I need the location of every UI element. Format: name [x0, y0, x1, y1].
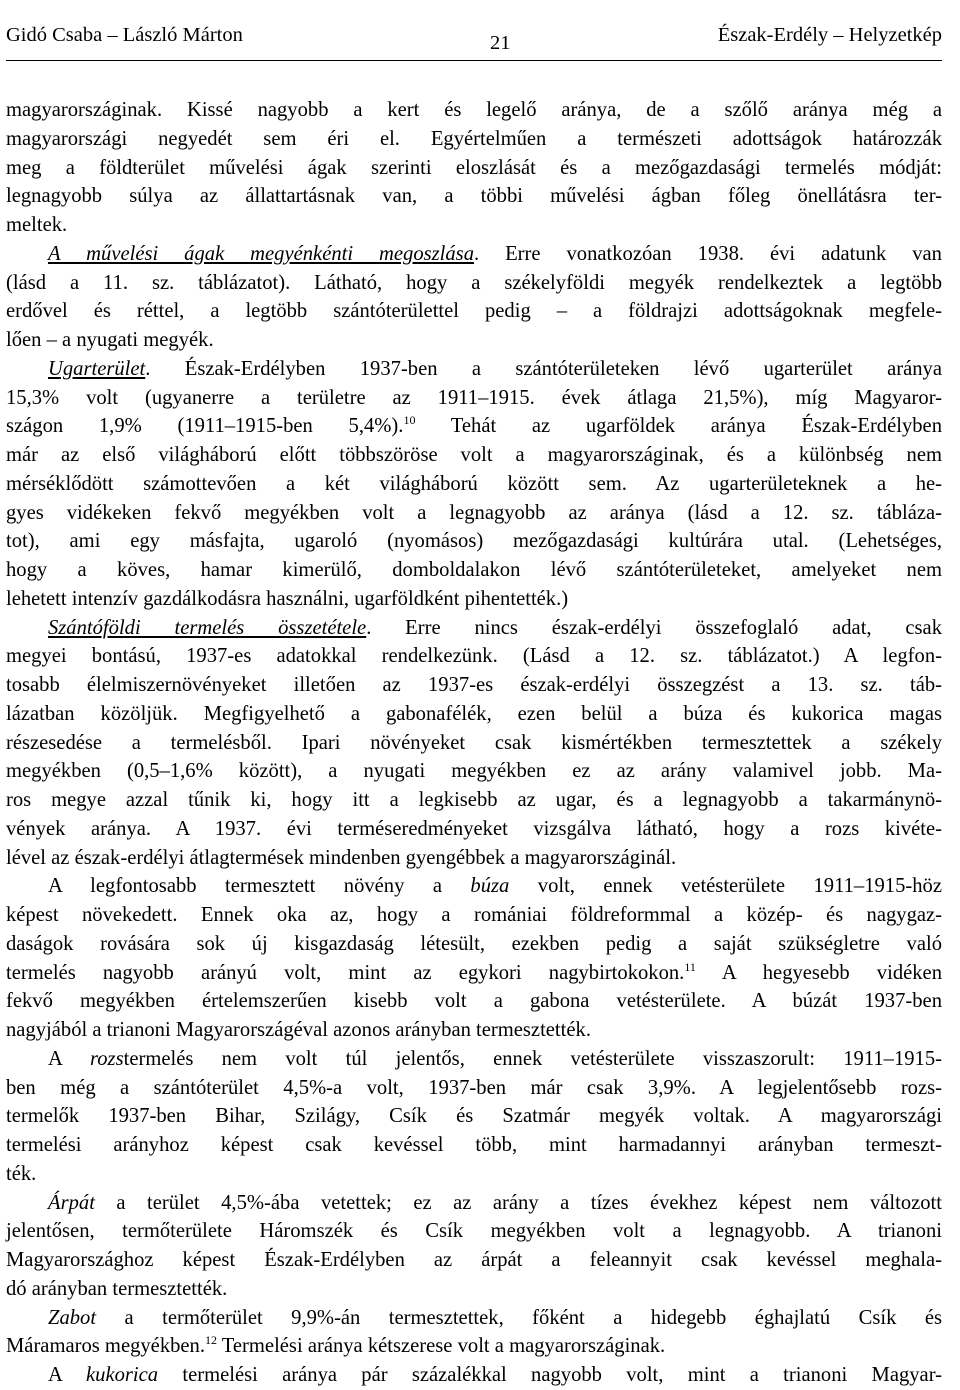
text-line: lehetett intenzív gazdálkodásra használni, ugarföldként pihentették.) — [6, 587, 569, 610]
section-heading: Szántóföldi termelés összetétele — [48, 616, 367, 639]
text-line — [6, 412, 942, 441]
text-line: részesedése a termelésből. Ipari növényeket csak kismértékben termesztettek a székely — [6, 731, 942, 754]
text-run: A — [48, 1047, 91, 1070]
crop-name: rozs — [90, 1047, 124, 1070]
text-run: . Észak-Erdélyben 1937-ben a szántóterületeken lévő ugarterület aránya — [145, 357, 942, 380]
text-line: Magyarországhoz képest Észak-Erdélyben az árpát a feleannyit csak kevéssel meghala- — [6, 1249, 942, 1271]
footnote-ref: 12 — [205, 1333, 217, 1348]
text-line — [6, 959, 942, 988]
footnote-ref: 10 — [403, 413, 416, 428]
crop-name: Árpát — [48, 1191, 95, 1214]
text-run: A — [48, 1364, 87, 1386]
text-line: jelentősen, termőterülete Háromszék és Csík megyékben volt a legnagyobb. A trianoni — [6, 1220, 942, 1243]
text-line: ros megye azzal tűnik ki, hogy itt a legkisebb az ugar, és a legnagyobb a takarmánynö- — [6, 789, 942, 811]
footnote-ref: 11 — [684, 959, 696, 974]
crop-name: Zabot — [48, 1306, 97, 1329]
text-line: 15,3% volt (ugyanerre a területre az 1911–1915. évek átlaga 21,5%), míg Magyaror- — [6, 386, 942, 409]
text-line: daságok rovására sok új kisgazdaság létesült, ezekben pedig a saját szükségletre való — [6, 932, 942, 955]
paragraph — [6, 240, 942, 355]
text-line: magyarországinak. Kissé nagyobb a kert és legelő aránya, de a szőlő aránya még a — [6, 99, 942, 121]
text-line: mérséklődött számottevően a két világháború között sem. Az ugarterületeknek a he- — [6, 472, 942, 495]
text-line — [6, 355, 942, 384]
text-line: már az első világháború előtt többszöröse volt a magyarországinak, és a különbség nem — [6, 444, 942, 466]
text-line: magyarországi negyedét sem éri el. Egyértelműen a természeti adottságok határozzák — [6, 127, 942, 150]
text-line: termelők 1937-ben Bihar, Szilágy, Csík és Szatmár megyék voltak. A magyarországi — [6, 1105, 942, 1128]
paragraph — [6, 1361, 942, 1390]
text-run: szágon 1,9% (1911–1915-ben 5,4%). — [6, 415, 404, 438]
text-line — [6, 1304, 942, 1333]
text-line: meltek. — [6, 214, 68, 236]
text-line: legnagyobb súlya az állattartásnak van, a többi művelési ágban főleg önellátásra ter- — [6, 185, 942, 208]
text-line — [6, 1045, 942, 1074]
text-line: tot), ami egy másfajta, ugaroló (nyomásos) mezőgazdasági kultúrára utal. (Lehetséges, — [6, 530, 942, 553]
text-run: Tehát az ugarföldek aránya Észak-Erdélyben — [415, 415, 942, 438]
text-line: fekvő megyékben értelemszerűen kisebb volt a gabona vetésterülete. A búzát 1937-ben — [6, 990, 942, 1013]
text-line — [6, 1332, 942, 1361]
text-line — [6, 1189, 942, 1218]
text-line: lázatban közöljük. Megfigyelhető a gabonafélék, ezen belül a búza és kukorica magas — [6, 702, 942, 725]
text-run: volt, ennek vetésterülete 1911–1915-höz — [509, 875, 942, 898]
text-run: a terület 4,5%-ába vetettek; ez az arány a tízes évekhez képest nem változott — [94, 1191, 942, 1214]
running-header — [6, 22, 942, 61]
text-run: termelési aránya pár százalékkal nagyobb volt, mint a trianoni Magyar- — [158, 1364, 943, 1386]
text-line: vények aránya. A 1937. évi terméseredményeket vizsgálva látható, hogy a rozs kivéte- — [6, 817, 942, 840]
paragraph — [6, 1304, 942, 1362]
crop-name: búza — [470, 875, 510, 898]
paragraph — [6, 872, 942, 1045]
text-run: termelés nagyobb arányú volt, mint az egykori nagybirtokokon. — [6, 961, 685, 984]
paragraph — [6, 96, 942, 240]
text-line: meg a földterület művelési ágak szerinti eloszlását és a mezőgazdasági termelés módját: — [6, 156, 942, 179]
paragraph — [6, 1045, 942, 1189]
text-line — [6, 614, 942, 643]
text-line: erdővel és réttel, a legtöbb szántóterülettel pedig – a földrajzi adottságoknak megfele- — [6, 300, 942, 323]
section-heading: Ugarterület — [48, 357, 146, 380]
paragraph — [6, 1189, 942, 1304]
text-line: lével az észak-erdélyi átlagtermések mindenben gyengébbek a magyarországinál. — [6, 846, 677, 869]
table-reference: (lásd a 11. sz. táblázatot) — [6, 271, 286, 294]
text-run: Máramaros megyékben. — [6, 1335, 205, 1358]
header-title: Észak-Erdély – Helyzetkép — [717, 24, 942, 46]
text-line: ték. — [6, 1162, 37, 1185]
text-line: termelési arányhoz képest csak kevéssel több, mint harmadannyi arányban termeszt- — [6, 1134, 942, 1156]
text-run: Termelési aránya kétszerese volt a magyarországinak. — [217, 1335, 666, 1358]
text-run: A legfontosabb termesztett növény a — [48, 875, 471, 898]
text-line: hogy a köves, hamar kimerülő, domboldalakon lévő szántóterületeket, amelyeket nem — [6, 559, 942, 581]
text-run: . Erre vonatkozóan 1938. évi adatunk van — [474, 242, 942, 265]
section-heading: A művelési ágak megyénkénti megoszlása — [48, 242, 474, 265]
text-line: nagyjából a trianoni Magyarországéval azonos arányban termesztették. — [6, 1019, 591, 1041]
text-line — [6, 269, 942, 298]
text-line: tosabb élelmiszernövényeket illetően az 1937-es észak-erdélyi összegzést a 13. sz. táb- — [6, 674, 942, 696]
body-text — [6, 96, 942, 1390]
text-run: a termőterület 9,9%-án termesztettek, főként a hidegebb éghajlatú Csík és — [96, 1306, 942, 1329]
text-line — [6, 872, 942, 901]
paragraph — [6, 614, 942, 873]
paragraph — [6, 355, 942, 614]
text-line — [6, 1361, 942, 1390]
text-line: ben még a szántóterület 4,5%-a volt, 1937-ben már csak 3,9%. A legjelentősebb rozs- — [6, 1076, 942, 1099]
text-line: dó arányban termesztették. — [6, 1277, 228, 1300]
text-line: képest növekedett. Ennek oka az, hogy a romániai földreformmal a közép- és nagygaz- — [6, 904, 942, 926]
text-line: lően – a nyugati megyék. — [6, 329, 214, 351]
crop-name: kukorica — [86, 1364, 159, 1386]
text-run: . Látható, hogy a székelyföldi megyék rendelkeztek a legtöbb — [285, 271, 942, 294]
text-line: megyékben (0,5–1,6% között), a nyugati megyékben ez az arány valamivel jobb. Ma- — [6, 760, 942, 783]
text-run: A hegyesebb vidéken — [695, 961, 942, 984]
text-line: gyes vidékeken fekvő megyékben volt a legnagyobb az aránya (lásd a 12. sz. tábláza- — [6, 501, 942, 524]
text-run: . Erre nincs észak-erdélyi összefoglaló adat, csak — [366, 616, 942, 639]
header-authors: Gidó Csaba – László Márton — [6, 24, 243, 46]
page-number: 21 — [490, 32, 511, 54]
text-line: megyei bontású, 1937-es adatokkal rendelkezünk. (Lásd a 12. sz. táblázatot.) A legfon- — [6, 645, 942, 668]
text-line — [6, 240, 942, 269]
text-run: termelés nem volt túl jelentős, ennek vetésterülete visszaszorult: 1911–1915- — [123, 1047, 943, 1070]
